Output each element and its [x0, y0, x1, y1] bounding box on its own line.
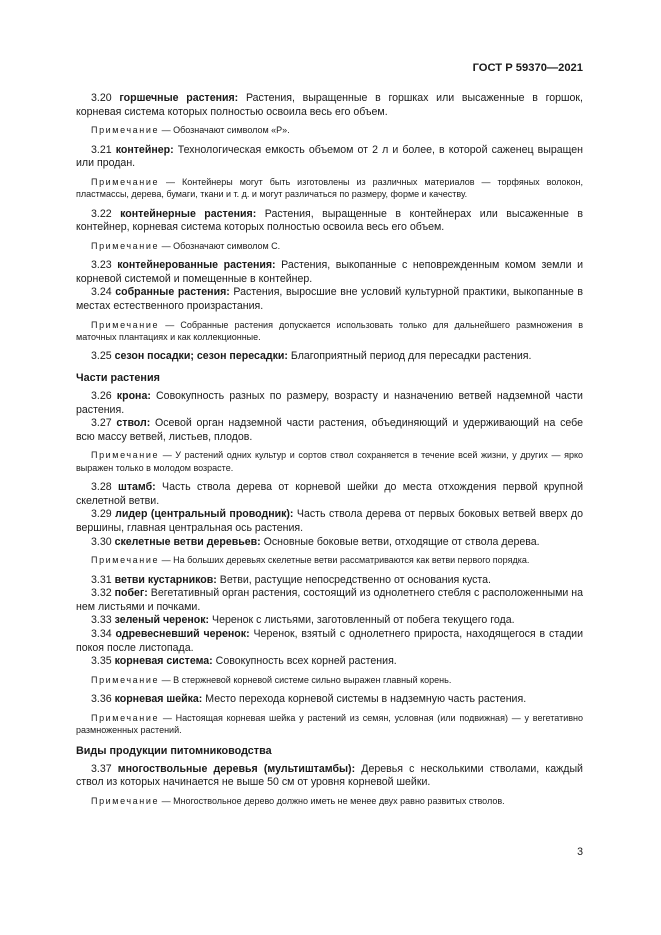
note-text: — В стержневой корневой системе сильно выражен главный корень.: [159, 674, 452, 685]
definition-number: 3.35: [91, 655, 112, 668]
definition-3-24: [76, 286, 583, 313]
definition-text: Растения, выращенные в контейнерах или высаженные в контейнер, корневая система которых полностью освоила весь его объем.: [76, 207, 583, 234]
definition-text: Растения, выкопанные с неповрежденным комом земли и корневой системой и помещенные в контейнер.: [76, 259, 583, 285]
note-label: Примечание: [91, 125, 160, 136]
definition-3-28: [76, 481, 583, 508]
definition-number: 3.32: [91, 587, 112, 600]
definition-3-21: [76, 144, 583, 171]
definition-3-20: [76, 92, 583, 119]
note: [76, 674, 583, 686]
note-label: Примечание: [91, 555, 160, 566]
definition-text: Технологическая емкость объемом от 2 л и более, в которой саженец выращен или продан.: [76, 143, 583, 170]
definition-text: Часть ствола дерева от первых боковых ветвей вверх до вершины, главная центральная ось растения.: [76, 508, 583, 534]
definition-term: скелетные ветви деревьев:: [114, 535, 261, 548]
definition-3-23: [76, 259, 583, 286]
definition-number: 3.29: [91, 508, 112, 521]
definition-text: Совокупность всех корней растения.: [212, 655, 397, 668]
definition-number: 3.30: [91, 535, 112, 548]
note-text: — Обозначают символом «P».: [159, 125, 290, 136]
definition-3-29: [76, 508, 583, 535]
definition-term: корневая система:: [114, 655, 213, 668]
definition-3-22: [76, 208, 583, 235]
definition-text: Растения, выращенные в горшках или высаженные в горшок, корневая система которых полностью освоила весь его объем.: [76, 92, 584, 118]
definition-3-31: [76, 574, 583, 588]
definition-term: собранные растения:: [115, 286, 230, 299]
definition-text: Совокупность разных по размеру, возрасту и назначению ветвей надземной части растения.: [76, 389, 583, 416]
definition-number: 3.34: [91, 627, 112, 640]
section-heading: Виды продукции питомниководства: [76, 744, 272, 757]
note-text: — Контейнеры могут быть изготовлены из различных материалов — торфяных волокон, пластмассы, дерева, бумаги, ткани и т. д. и могут различаться по размеру, форме и качеству.: [76, 176, 583, 200]
definition-term: сезон посадки; сезон пересадки:: [114, 350, 288, 363]
definition-term: контейнерованные растения:: [117, 259, 276, 272]
definition-text: Ветви, растущие непосредственно от основания куста.: [216, 573, 491, 586]
definition-text: Вегетативный орган растения, состоящий из однолетнего стебля с расположенными на нем листьями и почками.: [76, 587, 583, 613]
definition-number: 3.27: [91, 417, 112, 430]
note-text: — Многоствольное дерево должно иметь не менее двух равно развитых стволов.: [159, 795, 505, 806]
definition-3-37: [76, 763, 583, 790]
definition-number: 3.21: [91, 143, 112, 156]
definition-3-34: [76, 628, 583, 655]
note-text: — Обозначают символом С.: [159, 240, 281, 251]
definition-term: крона:: [116, 389, 151, 402]
definition-3-35: [76, 655, 583, 669]
note-label: Примечание: [91, 176, 160, 187]
definition-text: Основные боковые ветви, отходящие от ствола дерева.: [260, 535, 540, 548]
definition-term: ветви кустарников:: [114, 573, 217, 586]
definition-number: 3.22: [91, 207, 112, 220]
note: [76, 124, 583, 136]
definition-3-25: [76, 350, 583, 364]
note: [76, 240, 583, 252]
note-text: — У растений одних культур и сортов ствол сохраняется в течение всей жизни, у других — ярко выражен только в молодом возрасте.: [76, 450, 583, 473]
definition-number: 3.36: [91, 693, 112, 706]
note-label: Примечание: [91, 795, 160, 806]
note-label: Примечание: [91, 450, 160, 461]
note: [76, 319, 583, 344]
definition-text: Черенок, взятый с однолетнего прироста, находящегося в стадии покоя после листопада.: [76, 627, 583, 654]
definition-number: 3.28: [91, 481, 112, 494]
definition-term: контейнерные растения:: [120, 207, 257, 220]
document-header: ГОСТ Р 59370—2021: [472, 62, 583, 74]
definition-term: корневая шейка:: [114, 693, 203, 706]
note: [76, 795, 583, 807]
definition-number: 3.24: [91, 286, 112, 299]
note: [76, 712, 583, 737]
note-label: Примечание: [91, 240, 160, 251]
definition-term: контейнер:: [115, 143, 174, 156]
definition-number: 3.23: [91, 259, 112, 272]
definition-number: 3.31: [91, 573, 112, 586]
definition-text: Место перехода корневой системы в надземную часть растения.: [202, 693, 527, 706]
note-label: Примечание: [91, 712, 160, 723]
note-text: — Настоящая корневая шейка у растений из семян, условная (или подвижная) — у вегетативно размноженных растений.: [76, 712, 583, 736]
definition-3-32: [76, 587, 583, 614]
definition-number: 3.25: [91, 350, 112, 363]
definition-term: штамб:: [117, 481, 156, 494]
definition-number: 3.20: [91, 92, 112, 104]
definition-number: 3.33: [91, 614, 112, 627]
note: [76, 449, 583, 474]
note-label: Примечание: [91, 319, 160, 330]
document-body: [76, 92, 583, 814]
note: [76, 554, 583, 566]
definition-term: ствол:: [116, 417, 151, 430]
definition-term: горшечные растения:: [119, 92, 239, 104]
definition-text: Растения, выросшие вне условий культурной практики, выкопанные в местах естественного произрастания.: [76, 286, 583, 312]
note: [76, 176, 583, 201]
definition-text: Часть ствола дерева от корневой шейки до места отхождения первой крупной скелетной ветви.: [76, 481, 583, 507]
definition-3-27: [76, 417, 583, 444]
note-label: Примечание: [91, 674, 160, 685]
definition-3-33: [76, 614, 583, 628]
definition-text: Осевой орган надземной части растения, объединяющий и удерживающий на себе всю массу ветвей, листьев, плодов.: [76, 417, 583, 443]
definition-text: Деревья с несколькими стволами, каждый ствол из которых начинается не выше 50 см от уровня корневой шейки.: [76, 762, 583, 789]
definition-term: зеленый черенок:: [114, 614, 210, 627]
definition-term: одревесневший черенок:: [115, 627, 250, 640]
definition-text: Благоприятный период для пересадки растения.: [287, 350, 532, 363]
definition-3-30: [76, 536, 583, 550]
definition-term: побег:: [114, 587, 148, 600]
section-heading: Части растения: [76, 371, 160, 384]
note-text: — На больших деревьях скелетные ветви рассматриваются как ветви первого порядка.: [159, 555, 530, 566]
page-number: 3: [577, 846, 583, 858]
definition-3-36: [76, 693, 583, 707]
definition-term: многоствольные деревья (мультиштамбы):: [117, 762, 356, 775]
definition-term: лидер (центральный проводник):: [115, 508, 294, 521]
note-text: — Собранные растения допускается использовать только для дальнейшего размножения в маточных плантациях и как коллекционные.: [76, 319, 583, 342]
definition-text: Черенок с листьями, заготовленный от побега текущего года.: [209, 614, 515, 627]
definition-number: 3.37: [91, 762, 112, 775]
definition-number: 3.26: [91, 389, 112, 402]
definition-3-26: [76, 390, 583, 417]
